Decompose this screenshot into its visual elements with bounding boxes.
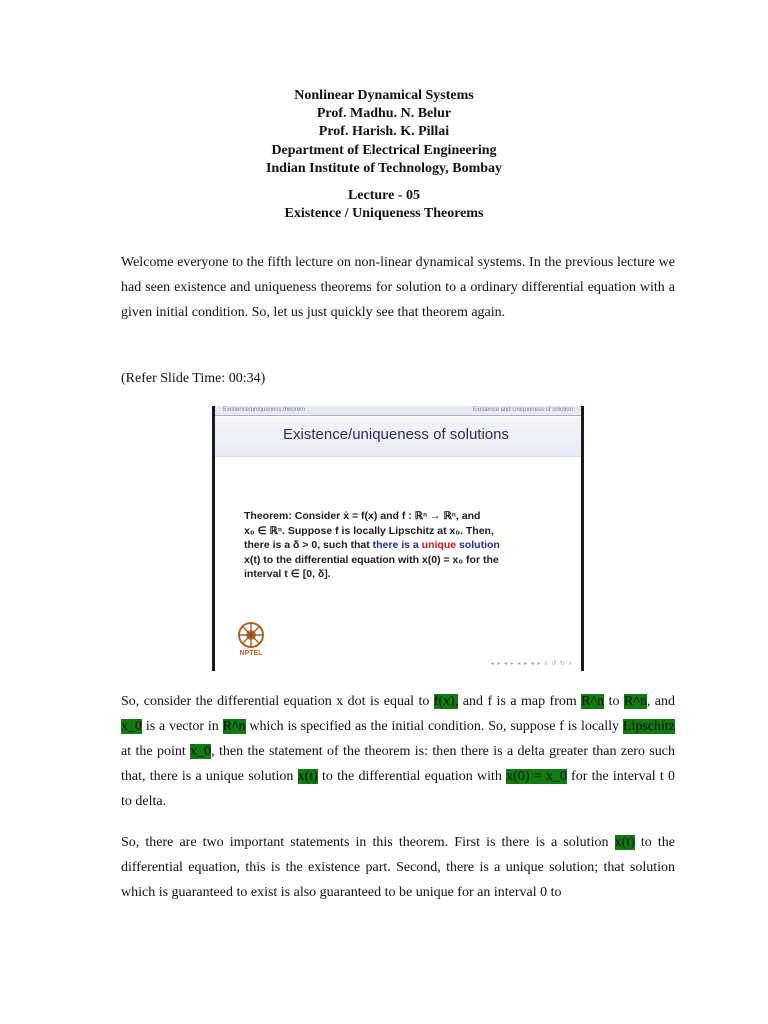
highlighted-term: x_0 [121, 719, 142, 734]
explanation-paragraph: So, consider the differential equation x dot is equal to f(x), and f is a map from R^n to R^n, and x_0 is a vector in R^n which is specified as the initial condition. So, suppose f is locally Lipschitz at the point x_0, then the statement of the theorem is: then there is a delta greater than zero such that, there is a unique solution x(t) to the differential equation with x(0) = x_0 for the interval t 0 to delta. [121, 694, 676, 809]
lecture-number: Lecture - 05 [347, 188, 421, 203]
slide-title-bar [215, 417, 581, 457]
highlighted-term: x(t) [614, 835, 635, 850]
slide-header-bar [215, 406, 581, 416]
professor-name: Prof. Harish. K. Pillai [318, 124, 450, 140]
slide-title: Existence/uniqueness of solutions [283, 426, 509, 443]
highlighted-term: R^n [222, 719, 246, 734]
nptel-logo [235, 621, 267, 662]
course-title: Nonlinear Dynamical Systems [294, 88, 474, 103]
highlighted-term: x_0 [190, 744, 212, 759]
slide-section-label: Existence/uniqueness theorem [223, 407, 306, 413]
lecture-heading [0, 187, 768, 223]
emphasis-blue: there is a [372, 539, 419, 551]
highlighted-term: f(x), [433, 694, 459, 709]
emphasis-blue: solution [459, 539, 500, 551]
highlighted-term: R^n [581, 694, 605, 709]
slide-subsection-label: Existence and Uniqueness of solution [472, 407, 573, 413]
title-block [0, 87, 768, 178]
slide-time-reference: (Refer Slide Time: 00:34) [121, 371, 266, 386]
highlighted-term: Lipschitz [622, 719, 676, 734]
highlighted-term: x(0) = x_0 [506, 769, 567, 784]
professor-name: Prof. Madhu. N. Belur [316, 106, 452, 122]
department: Department of Electrical Engineering [271, 142, 497, 158]
theorem-label: Theorem: [244, 510, 292, 522]
emphasis-unique: unique [421, 539, 457, 551]
slide-navigation-controls: ◂ ▸ ◂ ▸ ◂ ▸ ◂ ▸ ≡ ↺ ↻ ⌕ [490, 661, 573, 667]
logo-text: NPTEL [239, 650, 263, 657]
institute: Indian Institute of Technology, Bombay [265, 160, 503, 176]
lecture-title: Existence / Uniqueness Theorems [284, 206, 484, 221]
nptel-emblem-icon [235, 621, 267, 657]
lecture-slide-image [212, 406, 584, 671]
theorem-statement: Theorem: Consider ẋ = f(x) and f : ℝⁿ → ℝⁿ, and x₀ ∈ ℝⁿ. Suppose f is locally Lipschitz at x₀. Then, there is a δ > 0, such that there is a unique solution x(t) to the differential equation with x(0) = x₀ for the interval t ∈ [0, δ]. [244, 510, 500, 580]
highlighted-term: R^n [623, 694, 647, 709]
highlighted-term: x(t) [297, 769, 318, 784]
discussion-paragraph: So, there are two important statements in this theorem. First is there is a solution x(t) to the differential equation, this is the existence part. Second, there is a unique solution; that solution which is guaranteed to exist is also guaranteed to be unique for an interval 0 to [121, 835, 675, 900]
intro-paragraph: Welcome everyone to the fifth lecture on non-linear dynamical systems. In the previous lecture we had seen existence and uniqueness theorems for solution to a ordinary differential equation with a given initial condition. So, let us just quickly see that theorem again. [121, 255, 675, 320]
